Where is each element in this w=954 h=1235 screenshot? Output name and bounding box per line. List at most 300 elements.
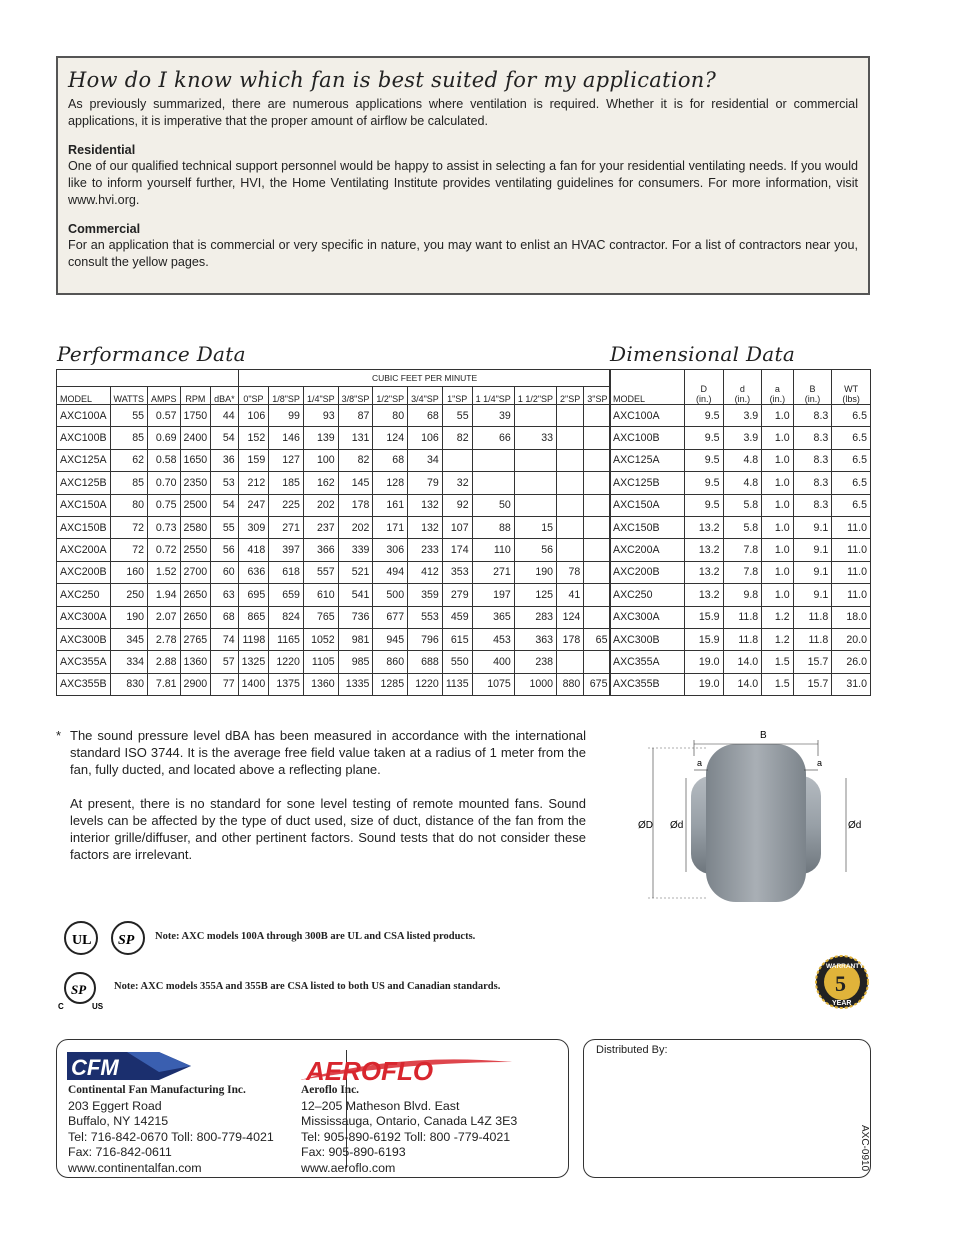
- perf-value-cell: 212: [238, 472, 269, 494]
- perf-value-cell: 494: [373, 561, 408, 583]
- perf-value-cell: 128: [373, 472, 408, 494]
- perf-value-cell: [584, 651, 611, 673]
- dim-model-cell: AXC100A: [610, 405, 685, 427]
- dim-value-cell: 15.7: [793, 651, 832, 673]
- perf-value-cell: 99: [269, 405, 304, 427]
- aeroflo-logo-text: AEROFLO: [306, 1056, 434, 1084]
- dim-model-cell: AXC300B: [610, 628, 685, 650]
- perf-value-cell: 541: [338, 584, 373, 606]
- perf-value-cell: 77: [211, 673, 239, 695]
- dim-value-cell: 9.5: [684, 472, 723, 494]
- perf-value-cell: 124: [373, 427, 408, 449]
- perf-value-cell: 521: [338, 561, 373, 583]
- dim-col-unit: (in.): [695, 394, 712, 404]
- perf-model-cell: AXC125A: [57, 449, 111, 471]
- cfm-logo-text: CFM: [71, 1055, 119, 1080]
- dim-value-cell: 15.9: [684, 606, 723, 628]
- dim-table-row: [610, 606, 871, 628]
- dim-model-cell: AXC200B: [610, 561, 685, 583]
- perf-value-cell: [584, 539, 611, 561]
- dim-value-cell: 9.5: [684, 494, 723, 516]
- perf-value-cell: 41: [557, 584, 584, 606]
- dim-value-cell: 6.5: [832, 405, 871, 427]
- dim-table-row: [610, 472, 871, 494]
- perf-value-cell: 250: [110, 584, 148, 606]
- dim-value-cell: 11.0: [832, 584, 871, 606]
- dim-value-cell: 9.1: [793, 584, 832, 606]
- perf-col-header: 2"SP: [557, 387, 584, 405]
- cfm-header: CUBIC FEET PER MINUTE: [238, 370, 611, 387]
- dim-table-row: [610, 584, 871, 606]
- perf-value-cell: 68: [373, 449, 408, 471]
- perf-value-cell: 247: [238, 494, 269, 516]
- csa-text: SP: [118, 933, 135, 948]
- dim-model-cell: AXC200A: [610, 539, 685, 561]
- perf-value-cell: [472, 472, 514, 494]
- perf-value-cell: 2900: [180, 673, 211, 695]
- perf-model-cell: AXC100A: [57, 405, 111, 427]
- perf-table-row: [57, 405, 611, 427]
- perf-value-cell: 860: [373, 651, 408, 673]
- dim-value-cell: 1.0: [762, 494, 793, 516]
- dim-value-cell: 1.0: [762, 427, 793, 449]
- warranty-bottom-text: YEAR: [832, 1000, 852, 1007]
- perf-value-cell: 74: [211, 628, 239, 650]
- perf-value-cell: 34: [408, 449, 443, 471]
- c-label: C: [58, 1002, 64, 1011]
- dim-value-cell: 13.2: [684, 516, 723, 538]
- perf-value-cell: 124: [557, 606, 584, 628]
- dim-value-cell: 13.2: [684, 539, 723, 561]
- perf-value-cell: 56: [211, 539, 239, 561]
- perf-value-cell: 1075: [472, 673, 514, 695]
- perf-value-cell: 68: [211, 606, 239, 628]
- dim-model-cell: AXC150B: [610, 516, 685, 538]
- perf-value-cell: 2580: [180, 516, 211, 538]
- perf-value-cell: 412: [408, 561, 443, 583]
- perf-value-cell: [584, 584, 611, 606]
- dim-value-cell: 1.2: [762, 606, 793, 628]
- perf-value-cell: 72: [110, 516, 148, 538]
- perf-value-cell: 78: [557, 561, 584, 583]
- perf-value-cell: 279: [442, 584, 472, 606]
- perf-value-cell: 161: [373, 494, 408, 516]
- info-box: [56, 56, 870, 295]
- perf-value-cell: 2.88: [148, 651, 181, 673]
- perf-value-cell: 92: [442, 494, 472, 516]
- dim-col-unit: (in.): [769, 394, 786, 404]
- label-b: B: [760, 730, 767, 741]
- perf-column-headers: [57, 387, 611, 405]
- dim-value-cell: 3.9: [723, 427, 762, 449]
- dim-value-cell: 9.5: [684, 405, 723, 427]
- perf-table-row: [57, 516, 611, 538]
- ul-csa-logos: [64, 919, 154, 959]
- dim-model-cell: AXC100B: [610, 427, 685, 449]
- perf-value-cell: 1.94: [148, 584, 181, 606]
- perf-value-cell: [514, 405, 556, 427]
- perf-col-header: 1 1/4"SP: [472, 387, 514, 405]
- perf-value-cell: 0.75: [148, 494, 181, 516]
- commercial-text: For an application that is commercial or very specific in nature, you may want to enlist an HVAC contractor. For a list of contractors near you, consult the yellow pages.: [68, 238, 858, 269]
- perf-value-cell: 162: [303, 472, 338, 494]
- dim-value-cell: 5.8: [723, 516, 762, 538]
- perf-col-header: 3/8"SP: [338, 387, 373, 405]
- perf-table-row: [57, 628, 611, 650]
- perf-value-cell: 106: [408, 427, 443, 449]
- perf-value-cell: 0.69: [148, 427, 181, 449]
- perf-value-cell: 610: [303, 584, 338, 606]
- perf-value-cell: 1220: [269, 651, 304, 673]
- dim-value-cell: 1.5: [762, 651, 793, 673]
- perf-value-cell: 185: [269, 472, 304, 494]
- dim-value-cell: 1.0: [762, 449, 793, 471]
- perf-table-row: [57, 539, 611, 561]
- perf-value-cell: 1000: [514, 673, 556, 695]
- dim-value-cell: 6.5: [832, 472, 871, 494]
- perf-value-cell: 54: [211, 427, 239, 449]
- dim-value-cell: 1.0: [762, 405, 793, 427]
- note-paragraph-1: The sound pressure level dBA has been measured in accordance with the international standard ISO 3744. It is the average free field value taken at a radius of 1 meter from the fan, fully ducted, and located above a reflecting plane.: [70, 728, 586, 777]
- dim-col-unit: MODEL: [613, 394, 646, 404]
- dim-value-cell: 5.8: [723, 494, 762, 516]
- perf-table-row: [57, 584, 611, 606]
- dim-value-cell: 1.0: [762, 584, 793, 606]
- aeroflo-line: Fax: 905-890-6193: [301, 1145, 406, 1159]
- dim-model-cell: AXC125B: [610, 472, 685, 494]
- perf-value-cell: 68: [408, 405, 443, 427]
- perf-value-cell: 131: [338, 427, 373, 449]
- perf-col-header: 1/2"SP: [373, 387, 408, 405]
- dim-value-cell: 11.8: [793, 606, 832, 628]
- perf-value-cell: 152: [238, 427, 269, 449]
- perf-header-spacer: [57, 370, 239, 387]
- perf-col-header: dBA*: [211, 387, 239, 405]
- perf-value-cell: 2650: [180, 606, 211, 628]
- dim-value-cell: 7.8: [723, 539, 762, 561]
- dim-table-row: [610, 427, 871, 449]
- perf-col-header: 0"SP: [238, 387, 269, 405]
- dim-value-cell: 18.0: [832, 606, 871, 628]
- dim-value-cell: 11.8: [793, 628, 832, 650]
- perf-value-cell: 736: [338, 606, 373, 628]
- perf-value-cell: 63: [211, 584, 239, 606]
- perf-value-cell: 72: [110, 539, 148, 561]
- perf-value-cell: 418: [238, 539, 269, 561]
- info-title: How do I know which fan is best suited for my application?: [68, 68, 717, 92]
- perf-value-cell: 54: [211, 494, 239, 516]
- perf-value-cell: 615: [442, 628, 472, 650]
- perf-value-cell: 178: [338, 494, 373, 516]
- warranty-number: 5: [835, 971, 846, 996]
- perf-value-cell: [514, 449, 556, 471]
- perf-col-header: 1"SP: [442, 387, 472, 405]
- perf-table-row: [57, 673, 611, 695]
- residential-text: One of our qualified technical support personnel would be happy to assist in selecting a fan for your residential ventilating needs. If you would like to inform yourself further, HVI, the Home Ventilating Institute provides ventilating guidelines for consumers. For more information, visit www.hvi.org.: [68, 159, 858, 207]
- dim-col-symbol: d: [739, 384, 745, 394]
- perf-value-cell: 1105: [303, 651, 338, 673]
- sound-notes: [56, 727, 586, 863]
- label-a-left: a: [697, 758, 703, 768]
- perf-table-row: [57, 651, 611, 673]
- perf-value-cell: [584, 405, 611, 427]
- perf-model-cell: AXC355A: [57, 651, 111, 673]
- aeroflo-company: Aeroflo Inc.: [301, 1084, 359, 1096]
- perf-value-cell: [557, 516, 584, 538]
- dim-col-symbol: WT: [844, 384, 859, 394]
- perf-value-cell: 87: [338, 405, 373, 427]
- aeroflo-line: 12–205 Matheson Blvd. East: [301, 1098, 460, 1113]
- dim-col-symbol: B: [809, 384, 816, 394]
- perf-value-cell: 618: [269, 561, 304, 583]
- perf-value-cell: 453: [472, 628, 514, 650]
- dimensional-title: Dimensional Data: [610, 342, 796, 366]
- aeroflo-line: Tel: 905-890-6192 Toll: 800 -779-4021: [301, 1129, 511, 1144]
- perf-value-cell: 2765: [180, 628, 211, 650]
- dim-value-cell: 11.0: [832, 539, 871, 561]
- perf-value-cell: [584, 472, 611, 494]
- dim-value-cell: 13.2: [684, 584, 723, 606]
- distributor-box: [583, 1039, 871, 1178]
- dim-value-cell: 11.8: [723, 628, 762, 650]
- perf-col-header: RPM: [180, 387, 211, 405]
- label-d-outer: ØD: [638, 820, 653, 831]
- perf-value-cell: 1360: [303, 673, 338, 695]
- performance-title: Performance Data: [57, 342, 246, 366]
- dim-value-cell: 1.2: [762, 628, 793, 650]
- perf-value-cell: 44: [211, 405, 239, 427]
- perf-value-cell: 160: [110, 561, 148, 583]
- dim-table-row: [610, 449, 871, 471]
- perf-table-row: [57, 472, 611, 494]
- dim-col-header: [684, 370, 723, 405]
- dim-value-cell: 9.8: [723, 584, 762, 606]
- dim-value-cell: 31.0: [832, 673, 871, 695]
- cfm-address: [68, 1083, 274, 1176]
- document-code: AXC-0910: [859, 1125, 870, 1172]
- dim-value-cell: 1.5: [762, 673, 793, 695]
- perf-value-cell: 139: [303, 427, 338, 449]
- perf-value-cell: 237: [303, 516, 338, 538]
- distributed-by-label: Distributed By:: [596, 1044, 668, 1056]
- dim-col-unit: (in.): [804, 394, 821, 404]
- dim-body: [610, 405, 871, 696]
- ul-text: UL: [72, 933, 92, 948]
- dim-col-header: [723, 370, 762, 405]
- perf-value-cell: 233: [408, 539, 443, 561]
- perf-col-header: 3"SP: [584, 387, 611, 405]
- perf-table-row: [57, 427, 611, 449]
- perf-table-row: [57, 449, 611, 471]
- perf-value-cell: [584, 606, 611, 628]
- perf-value-cell: 79: [408, 472, 443, 494]
- perf-model-cell: AXC200A: [57, 539, 111, 561]
- dim-table-row: [610, 405, 871, 427]
- dim-model-cell: AXC355A: [610, 651, 685, 673]
- residential-heading: Residential: [68, 143, 136, 157]
- perf-value-cell: 2.78: [148, 628, 181, 650]
- dim-table-row: [610, 673, 871, 695]
- perf-value-cell: 500: [373, 584, 408, 606]
- perf-value-cell: 1052: [303, 628, 338, 650]
- dim-col-unit: (lbs): [842, 394, 860, 404]
- perf-value-cell: 397: [269, 539, 304, 561]
- perf-value-cell: [584, 427, 611, 449]
- perf-value-cell: 353: [442, 561, 472, 583]
- perf-value-cell: 93: [303, 405, 338, 427]
- perf-value-cell: 339: [338, 539, 373, 561]
- perf-value-cell: 132: [408, 494, 443, 516]
- dim-table-row: [610, 628, 871, 650]
- perf-value-cell: 363: [514, 628, 556, 650]
- perf-col-header: AMPS: [148, 387, 181, 405]
- perf-value-cell: 1335: [338, 673, 373, 695]
- perf-value-cell: 796: [408, 628, 443, 650]
- perf-value-cell: 0.73: [148, 516, 181, 538]
- dim-value-cell: 19.0: [684, 673, 723, 695]
- label-d-inner-right: Ød: [848, 820, 862, 831]
- commercial-heading: Commercial: [68, 222, 141, 236]
- perf-value-cell: 80: [373, 405, 408, 427]
- perf-value-cell: 677: [373, 606, 408, 628]
- dim-value-cell: 1.0: [762, 561, 793, 583]
- perf-value-cell: 125: [514, 584, 556, 606]
- perf-value-cell: 85: [110, 472, 148, 494]
- dim-col-header: [832, 370, 871, 405]
- perf-model-cell: AXC200B: [57, 561, 111, 583]
- dim-col-symbol: D: [700, 384, 707, 394]
- perf-value-cell: [584, 516, 611, 538]
- dim-table-row: [610, 516, 871, 538]
- perf-value-cell: 174: [442, 539, 472, 561]
- dim-value-cell: 11.0: [832, 516, 871, 538]
- perf-value-cell: 366: [303, 539, 338, 561]
- perf-col-header: 1/4"SP: [303, 387, 338, 405]
- perf-value-cell: 459: [442, 606, 472, 628]
- dim-value-cell: 8.3: [793, 405, 832, 427]
- cert-note-1: Note: AXC models 100A through 300B are UL and CSA listed products.: [155, 931, 476, 942]
- perf-value-cell: 107: [442, 516, 472, 538]
- warranty-top-text: WARRANTY: [826, 963, 864, 970]
- fan-body: [706, 744, 806, 902]
- dim-value-cell: 3.9: [723, 405, 762, 427]
- perf-value-cell: [557, 472, 584, 494]
- perf-value-cell: 1165: [269, 628, 304, 650]
- dim-value-cell: 9.1: [793, 561, 832, 583]
- perf-value-cell: 675: [584, 673, 611, 695]
- dim-value-cell: 13.2: [684, 561, 723, 583]
- dim-column-headers: [610, 370, 871, 405]
- perf-value-cell: 688: [408, 651, 443, 673]
- perf-value-cell: 159: [238, 449, 269, 471]
- perf-value-cell: 171: [373, 516, 408, 538]
- dim-model-cell: AXC125A: [610, 449, 685, 471]
- dim-table-row: [610, 651, 871, 673]
- perf-value-cell: 60: [211, 561, 239, 583]
- perf-value-cell: 55: [110, 405, 148, 427]
- perf-value-cell: 1750: [180, 405, 211, 427]
- dim-value-cell: 19.0: [684, 651, 723, 673]
- note-paragraph-2: At present, there is no standard for sone level testing of remote mounted fans. Sound levels can be affected by the type of duct used, size of duct, distance of the fan from the interior grille/diffuser, and other pertinent factors. Sound tests that do not consider these factors are irrelevant.: [70, 796, 586, 862]
- dim-value-cell: 7.8: [723, 561, 762, 583]
- perf-value-cell: 550: [442, 651, 472, 673]
- cfm-company: Continental Fan Manufacturing Inc.: [68, 1084, 246, 1096]
- perf-value-cell: 2350: [180, 472, 211, 494]
- perf-value-cell: [557, 449, 584, 471]
- performance-table: [56, 369, 611, 696]
- perf-value-cell: 197: [472, 584, 514, 606]
- dim-value-cell: 1.0: [762, 472, 793, 494]
- perf-value-cell: 56: [514, 539, 556, 561]
- dim-model-cell: AXC300A: [610, 606, 685, 628]
- cfm-line: Fax: 716-842-0611: [68, 1145, 172, 1159]
- perf-value-cell: 0.58: [148, 449, 181, 471]
- us-label: US: [92, 1002, 104, 1011]
- dim-value-cell: 8.3: [793, 494, 832, 516]
- perf-value-cell: 2550: [180, 539, 211, 561]
- cfm-website: www.continentalfan.com: [68, 1160, 202, 1175]
- perf-value-cell: 1135: [442, 673, 472, 695]
- dim-value-cell: 15.9: [684, 628, 723, 650]
- perf-value-cell: 1.52: [148, 561, 181, 583]
- dim-value-cell: 14.0: [723, 651, 762, 673]
- dimensional-table: [609, 369, 871, 696]
- perf-value-cell: 1650: [180, 449, 211, 471]
- perf-value-cell: 1375: [269, 673, 304, 695]
- perf-value-cell: 557: [303, 561, 338, 583]
- perf-value-cell: 15: [514, 516, 556, 538]
- perf-value-cell: [442, 449, 472, 471]
- dim-value-cell: 11.8: [723, 606, 762, 628]
- footnote-star: *: [56, 728, 62, 743]
- dim-value-cell: 9.1: [793, 516, 832, 538]
- company-contacts: [56, 1039, 569, 1178]
- perf-model-cell: AXC250: [57, 584, 111, 606]
- dim-value-cell: 1.0: [762, 516, 793, 538]
- dim-value-cell: 26.0: [832, 651, 871, 673]
- perf-table-row: [57, 494, 611, 516]
- perf-value-cell: 271: [472, 561, 514, 583]
- perf-value-cell: 830: [110, 673, 148, 695]
- dim-value-cell: 9.5: [684, 427, 723, 449]
- perf-value-cell: [584, 494, 611, 516]
- perf-value-cell: [584, 449, 611, 471]
- dim-model-cell: AXC355B: [610, 673, 685, 695]
- dim-value-cell: 20.0: [832, 628, 871, 650]
- perf-value-cell: [514, 472, 556, 494]
- perf-body: [57, 405, 611, 696]
- perf-value-cell: 7.81: [148, 673, 181, 695]
- perf-table-row: [57, 606, 611, 628]
- perf-value-cell: 365: [472, 606, 514, 628]
- perf-value-cell: 80: [110, 494, 148, 516]
- perf-value-cell: 88: [472, 516, 514, 538]
- perf-model-cell: AXC300A: [57, 606, 111, 628]
- perf-model-cell: AXC100B: [57, 427, 111, 449]
- perf-value-cell: 190: [514, 561, 556, 583]
- dim-table-row: [610, 561, 871, 583]
- dim-col-unit: (in.): [734, 394, 751, 404]
- aeroflo-logo: [300, 1052, 515, 1084]
- perf-value-cell: 145: [338, 472, 373, 494]
- perf-value-cell: 127: [269, 449, 304, 471]
- perf-value-cell: 146: [269, 427, 304, 449]
- perf-value-cell: 659: [269, 584, 304, 606]
- perf-value-cell: 824: [269, 606, 304, 628]
- perf-value-cell: 202: [338, 516, 373, 538]
- perf-value-cell: [557, 651, 584, 673]
- aeroflo-address: [301, 1083, 517, 1176]
